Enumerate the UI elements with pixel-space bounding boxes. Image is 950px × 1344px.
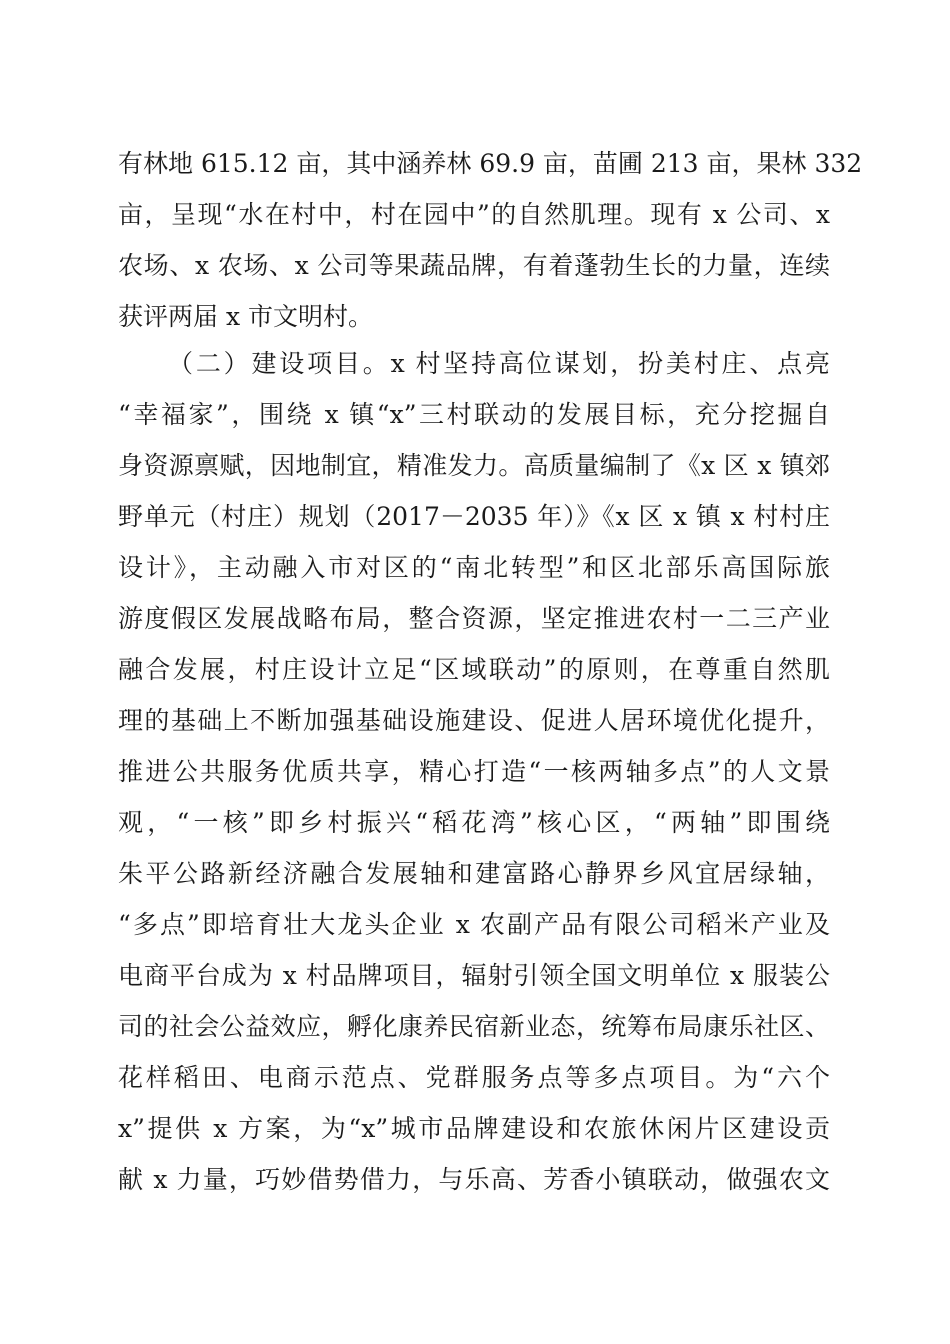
text-line: 推进公共服务优质共享，精心打造“一核两轴多点”的人文景: [118, 757, 830, 786]
text-line: 有林地 615.12 亩，其中涵养林 69.9 亩，苗圃 213 亩，果林 332: [118, 149, 863, 178]
text-line: 理的基础上不断加强基础设施建设、促进人居环境优化提升，: [118, 706, 830, 735]
text-line: 设计》，主动融入市对区的“南北转型”和区北部乐高国际旅: [118, 553, 830, 582]
text-line: 农场、x 农场、x 公司等果蔬品牌，有着蓬勃生长的力量，连续: [118, 251, 830, 280]
text-line: “多点”即培育壮大龙头企业 x 农副产品有限公司稻米产业及: [118, 910, 830, 939]
text-line: 获评两届 x 市文明村。: [118, 302, 373, 331]
text-line: 朱平公路新经济融合发展轴和建富路心静界乡风宜居绿轴，: [118, 859, 830, 888]
text-line: 游度假区发展战略布局，整合资源，坚定推进农村一二三产业: [118, 604, 830, 633]
text-line: x”提供 x 方案，为“x”城市品牌建设和农旅休闲片区建设贡: [118, 1114, 830, 1143]
text-line: 电商平台成为 x 村品牌项目，辐射引领全国文明单位 x 服装公: [118, 961, 830, 990]
text-line: 身资源禀赋，因地制宜，精准发力。高质量编制了《x 区 x 镇郊: [118, 451, 830, 480]
text-line: 亩，呈现“水在村中，村在园中”的自然肌理。现有 x 公司、x: [118, 200, 830, 229]
text-line: 花样稻田、电商示范点、党群服务点等多点项目。为“六个: [118, 1063, 830, 1092]
text-line: 观，“一核”即乡村振兴“稻花湾”核心区，“两轴”即围绕: [118, 808, 830, 837]
text-line: 融合发展，村庄设计立足“区域联动”的原则，在尊重自然肌: [118, 655, 830, 684]
text-line: “幸福家”，围绕 x 镇“x”三村联动的发展目标，充分挖掘自: [118, 400, 830, 429]
text-line: 司的社会公益效应，孵化康养民宿新业态，统筹布局康乐社区、: [118, 1012, 830, 1041]
text-line: 野单元（村庄）规划（2017－2035 年）》《x 区 x 镇 x 村村庄: [118, 502, 830, 531]
section-heading-line: （二）建设项目。x 村坚持高位谋划，扮美村庄、点亮: [168, 349, 830, 378]
text-line: 献 x 力量，巧妙借势借力，与乐高、芳香小镇联动，做强农文: [118, 1165, 830, 1194]
